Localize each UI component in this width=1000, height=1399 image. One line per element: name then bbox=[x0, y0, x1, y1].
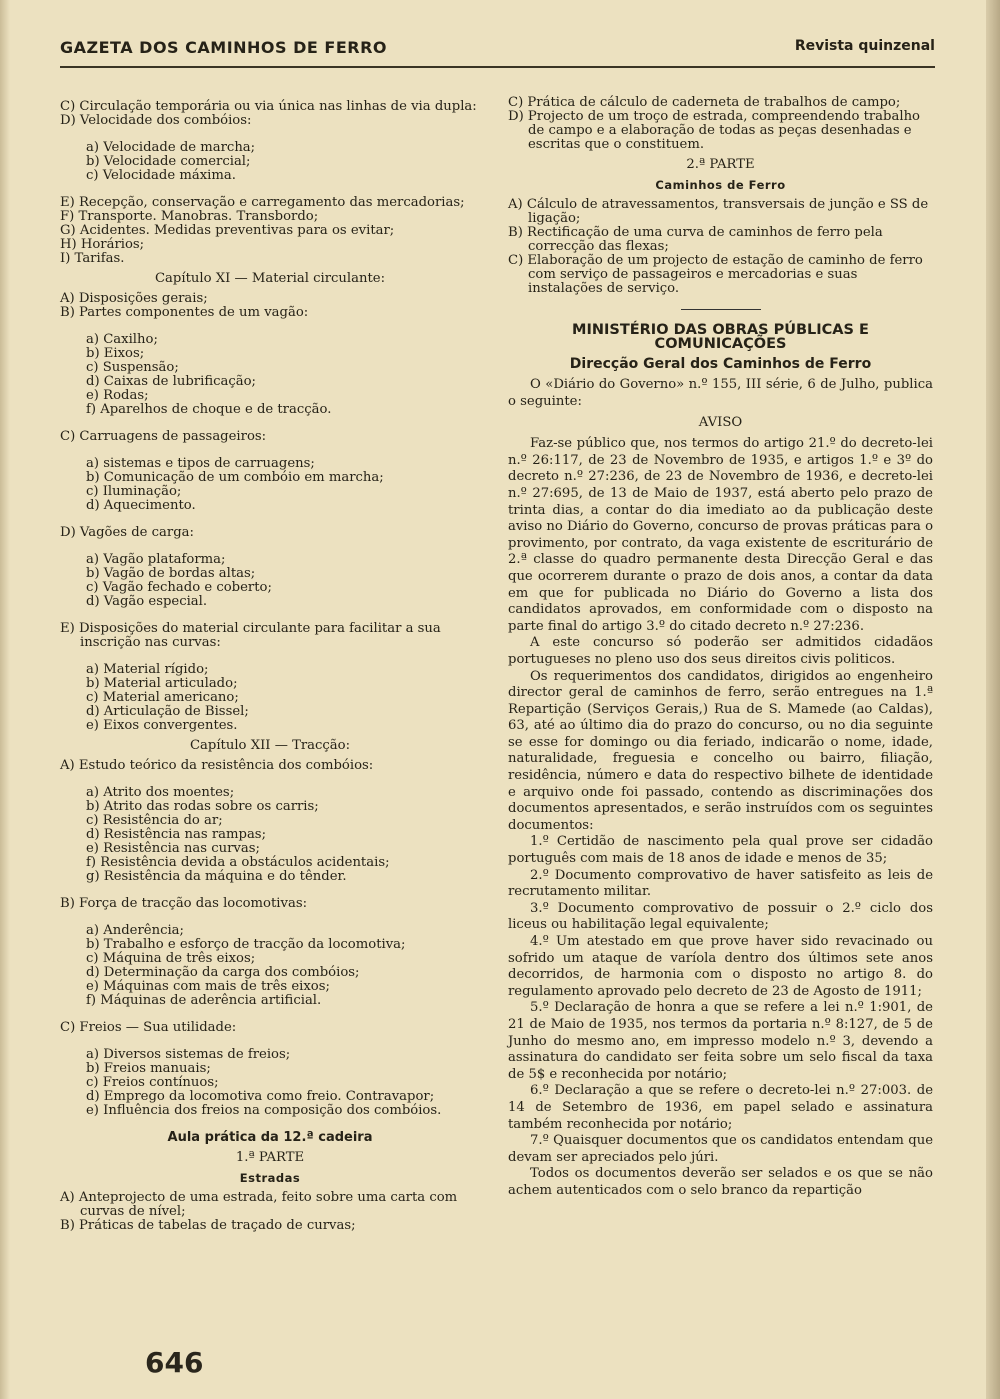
subsection-heading: Estradas bbox=[239, 1171, 301, 1185]
journal-title: GAZETA DOS CAMINHOS DE FERRO bbox=[60, 38, 388, 57]
list-item: e) Influência dos freios na composição dos combóios. bbox=[86, 1103, 442, 1118]
list-item: b) Freios manuais; bbox=[86, 1061, 211, 1076]
list-item: d) Determinação da carga dos combóios; bbox=[86, 965, 360, 980]
list-item: b) Velocidade comercial; bbox=[86, 154, 251, 169]
list-item: e) Eixos convergentes. bbox=[86, 718, 238, 733]
list-item: E) Disposições do material circulante para facilitar a sua inscrição nas curvas: bbox=[60, 621, 441, 650]
list-item: C) Elaboração de um projecto de estação de caminho de ferro com serviço de passageiros e mercadorias e suas instalações de serviço. bbox=[508, 253, 923, 296]
section-heading: Aula prática da 12.ª cadeira bbox=[167, 1130, 373, 1145]
paragraph: A este concurso só poderão ser admitidos cidadãos portugueses no pleno uso dos seus direitos civis politicos. bbox=[508, 635, 933, 667]
document-item: 3.º Documento comprovativo de possuir o 2.º ciclo dos liceus ou habilitação legal equivalente; bbox=[508, 900, 933, 933]
list-item: f) Máquinas de aderência artificial. bbox=[86, 993, 322, 1008]
list-item: f) Resistência devida a obstáculos acidentais; bbox=[86, 855, 390, 870]
paragraph: Faz-se público que, nos termos do artigo 21.º do decreto-lei n.º 26:117, de 23 de Novembro de 1935, e artigos 1.º e 3º do decreto n.º 27:236, de 23 de Novembro de 1936, e decreto-lei n.º 27:695, de 13 de Maio de 1937, está aberto pelo prazo de trinta dias, a contar do dia imediato ao da publicação deste aviso no Diário do Governo, concurso de provas práticas para o provimento, por contrato, da vaga existente de escriturário de 2.ª classe do quadro permanente desta Direcção Geral e das que ocorrerem durante o prazo de dois anos, a contar da data em que for publicada no Diário do Governo a lista dos candidatos aprovados, em conformidade com o disposto na parte final do artigo 3.º do citado decreto n.º 27:236. bbox=[508, 436, 934, 634]
list-item: D) Projecto de um troço de estrada, compreendendo trabalho de campo e a elaboração de todas as peças desenhadas e escritas que o constituem. bbox=[508, 109, 920, 152]
document-item: 4.º Um atestado em que prove haver sido revacinado ou sofrido um ataque de varíola dentro dos últimos sete anos decorridos, de harmonia com o disposto no artigo 8. do regulamento aprovado pelo decreto de 23 de Agosto de 1911; bbox=[508, 934, 933, 999]
list-item: c) Velocidade máxima. bbox=[86, 168, 236, 183]
paragraph: Os requerimentos dos candidatos, dirigidos ao engenheiro director geral de caminhos de ferro, serão entregues na 1.ª Repartição (Serviços Gerais,) Rua de S. Mamede (ao Caldas), 63, até ao último dia do prazo do concurso, ou no dia seguinte se esse for domingo ou dia feriado, indicarão o nome, idade, naturalidade, freguesia e concelho ou bairro, filiação, residência, número e data do respectivo bilhete de identidade e arquivo onde foi passado, contendo as discriminações dos documentos apresentados, e serão instruídos com os seguintes documentos: bbox=[508, 668, 933, 833]
list-item: b) Comunicação de um combóio em marcha; bbox=[86, 470, 384, 485]
paragraph: Todos os documentos deverão ser selados e os que se não achem autenticados com o selo branco da repartição bbox=[508, 1166, 933, 1198]
list-item: c) Suspensão; bbox=[86, 360, 179, 375]
list-item: b) Material articulado; bbox=[86, 676, 238, 691]
list-item: B) Práticas de tabelas de traçado de curvas; bbox=[60, 1218, 356, 1233]
list-item: e) Resistência nas curvas; bbox=[86, 841, 260, 856]
list-item: a) Diversos sistemas de freios; bbox=[86, 1047, 291, 1062]
list-item: A) Cálculo de atravessamentos, transversais de junção e SS de ligação; bbox=[508, 197, 929, 226]
list-item: c) Material americano; bbox=[86, 690, 239, 705]
direction-heading: Direcção Geral dos Caminhos de Ferro bbox=[569, 356, 872, 372]
list-item: d) Caixas de lubrificação; bbox=[86, 374, 256, 389]
chapter-heading: Capítulo XII — Tracção: bbox=[189, 738, 351, 753]
list-item: a) Anderência; bbox=[86, 923, 184, 938]
binding-edge bbox=[986, 0, 1000, 1399]
header-rule bbox=[60, 66, 935, 68]
list-item: c) Resistência do ar; bbox=[86, 813, 223, 828]
chapter-heading: Capítulo XI — Material circulante: bbox=[154, 271, 386, 286]
list-item: F) Transporte. Manobras. Transbordo; bbox=[60, 209, 319, 224]
list-item: d) Emprego da locomotiva como freio. Contravapor; bbox=[86, 1089, 435, 1104]
list-item: g) Resistência da máquina e do tênder. bbox=[86, 869, 347, 884]
list-item: f) Aparelhos de choque e de tracção. bbox=[86, 402, 332, 417]
document-item: 2.º Documento comprovativo de haver satisfeito as leis de recrutamento militar. bbox=[508, 867, 933, 900]
list-item: d) Vagão especial. bbox=[86, 594, 208, 609]
list-item: b) Vagão de bordas altas; bbox=[86, 566, 256, 581]
list-item: c) Vagão fechado e coberto; bbox=[86, 580, 272, 595]
list-item: d) Resistência nas rampas; bbox=[86, 827, 267, 842]
document-item: 5.º Declaração de honra a que se refere a lei n.º 1:901, de 21 de Maio de 1935, nos termos da portaria n.º 8:127, de 5 de Junho do mesmo ano, em impresso modelo n.º 3, devendo a assinatura do candidato ser feita sobre um selo fiscal da taxa de 5$ e reconhecida por notário; bbox=[508, 1000, 933, 1082]
list-item: d) Articulação de Bissel; bbox=[86, 704, 249, 719]
list-item: A) Estudo teórico da resistência dos combóios: bbox=[60, 758, 374, 773]
list-item: G) Acidentes. Medidas preventivas para os evitar; bbox=[60, 223, 395, 238]
list-item: a) Atrito dos moentes; bbox=[86, 785, 235, 800]
list-item: C) Carruagens de passageiros: bbox=[60, 429, 267, 444]
list-item: b) Eixos; bbox=[86, 346, 145, 361]
list-item: e) Rodas; bbox=[86, 388, 149, 403]
list-item: I) Tarifas. bbox=[60, 251, 125, 266]
list-item: E) Recepção, conservação e carregamento das mercadorias; bbox=[60, 195, 465, 210]
list-item: A) Disposições gerais; bbox=[60, 291, 208, 306]
list-item: a) Material rígido; bbox=[86, 662, 209, 677]
list-item: D) Velocidade dos combóios: bbox=[60, 113, 252, 128]
list-item: d) Aquecimento. bbox=[86, 498, 196, 513]
part-heading: 1.ª PARTE bbox=[235, 1150, 305, 1165]
list-item: C) Circulação temporária ou via única nas linhas de via dupla: bbox=[60, 99, 477, 114]
page-header bbox=[60, 38, 935, 64]
right-column bbox=[508, 96, 933, 1200]
list-item: a) sistemas e tipos de carruagens; bbox=[86, 456, 315, 471]
document-item: 1.º Certidão de nascimento pela qual prove ser cidadão português com mais de 18 anos de idade e menos de 35; bbox=[508, 834, 933, 867]
ministry-heading: MINISTÉRIO DAS OBRAS PÚBLICAS E COMUNICAÇÕES bbox=[572, 322, 869, 352]
subsection-heading: Caminhos de Ferro bbox=[655, 178, 786, 192]
left-column bbox=[60, 100, 480, 1233]
list-item: C) Prática de cálculo de caderneta de trabalhos de campo; bbox=[508, 95, 901, 110]
page-shadow bbox=[0, 0, 10, 1399]
list-item: a) Vagão plataforma; bbox=[86, 552, 226, 567]
list-item: b) Trabalho e esforço de tracção da locomotiva; bbox=[86, 937, 406, 952]
document-item: 6.º Declaração a que se refere o decreto-lei n.º 27:003. de 14 de Setembro de 1936, em papel selado e assinatura também reconhecida por notário; bbox=[508, 1083, 933, 1132]
list-item: c) Freios contínuos; bbox=[86, 1075, 219, 1090]
list-item: B) Partes componentes de um vagão: bbox=[60, 305, 309, 320]
list-item: c) Máquina de três eixos; bbox=[86, 951, 256, 966]
page-number: 646 bbox=[145, 1346, 204, 1379]
paragraph: O «Diário do Governo» n.º 155, III série, 6 de Julho, publica o seguinte: bbox=[508, 377, 933, 409]
list-item: B) Rectificação de uma curva de caminhos de ferro pela correcção das flexas; bbox=[508, 225, 883, 254]
part-heading: 2.ª PARTE bbox=[686, 157, 755, 172]
document-item: 7.º Quaisquer documentos que os candidatos entendam que devam ser apreciados pelo júri. bbox=[508, 1133, 933, 1165]
list-item: B) Força de tracção das locomotivas: bbox=[60, 896, 308, 911]
list-item: c) Iluminação; bbox=[86, 484, 182, 499]
list-item: A) Anteprojecto de uma estrada, feito sobre uma carta com curvas de nível; bbox=[60, 1190, 458, 1219]
list-item: b) Atrito das rodas sobre os carris; bbox=[86, 799, 319, 814]
notice-heading: AVISO bbox=[698, 415, 743, 431]
list-item: a) Velocidade de marcha; bbox=[86, 140, 256, 155]
list-item: C) Freios — Sua utilidade: bbox=[60, 1020, 237, 1035]
list-item: D) Vagões de carga: bbox=[60, 525, 194, 540]
journal-subtitle: Revista quinzenal bbox=[794, 38, 935, 54]
list-item: e) Máquinas com mais de três eixos; bbox=[86, 979, 330, 994]
list-item: H) Horários; bbox=[60, 237, 145, 252]
list-item: a) Caxilho; bbox=[86, 332, 158, 347]
